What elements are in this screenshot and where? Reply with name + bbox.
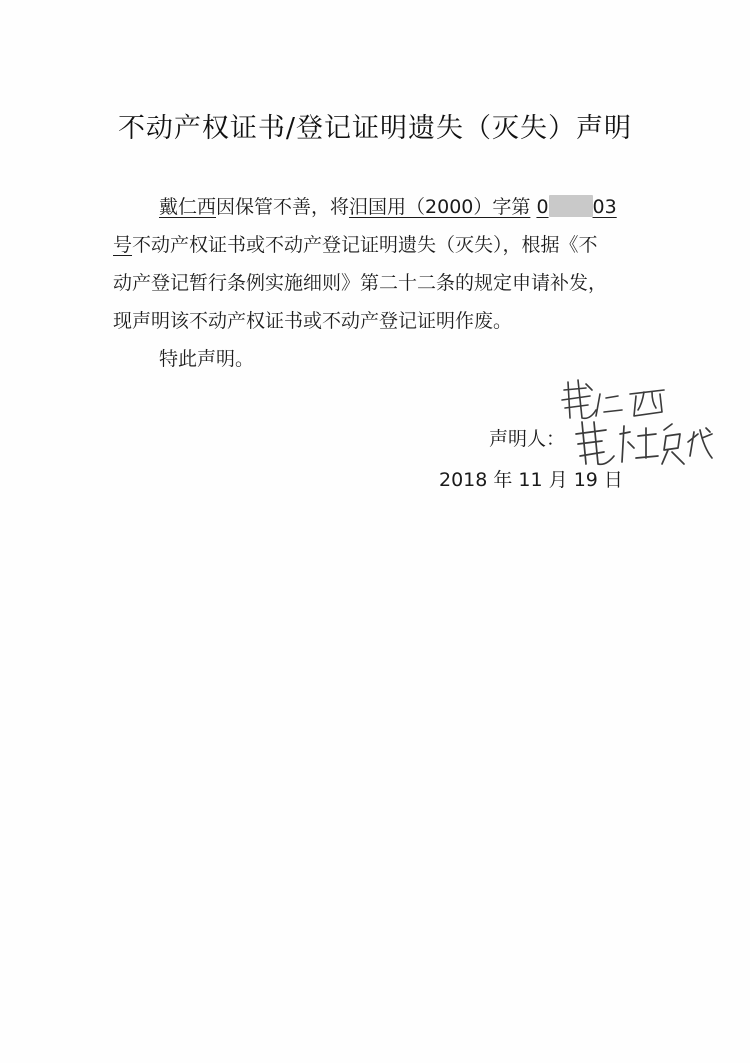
redaction-block: [549, 195, 593, 217]
document-body: [113, 188, 653, 378]
owner-name: 戴仁西: [159, 196, 217, 218]
document-title: 不动产权证书/登记证明遗失（灭失）声明: [117, 113, 633, 144]
certificate-number-end: 03: [592, 196, 617, 218]
body-line-1: [113, 188, 653, 226]
body-line-2: [113, 226, 653, 264]
certificate-number-prefix: 汨国用（2000）字第: [349, 196, 531, 218]
number-suffix: 号: [113, 234, 133, 256]
body-line-4: 现声明该不动产权证书或不动产登记证明作废。: [113, 310, 513, 332]
closing-statement: 特此声明。: [159, 348, 255, 370]
declaration-date: 2018 年 11 月 19 日: [439, 469, 623, 491]
body-text-2: 不动产权证书或不动产登记证明遗失（灭失），根据《不: [132, 234, 598, 256]
certificate-number-start: 0: [536, 196, 549, 218]
handwritten-signature: [556, 372, 716, 472]
body-text-1a: 因保管不善，将: [216, 196, 350, 218]
declarant-label: 声明人：: [489, 428, 566, 450]
body-line-3: 动产登记暂行条例实施细则》第二十二条的规定申请补发，: [113, 272, 608, 294]
